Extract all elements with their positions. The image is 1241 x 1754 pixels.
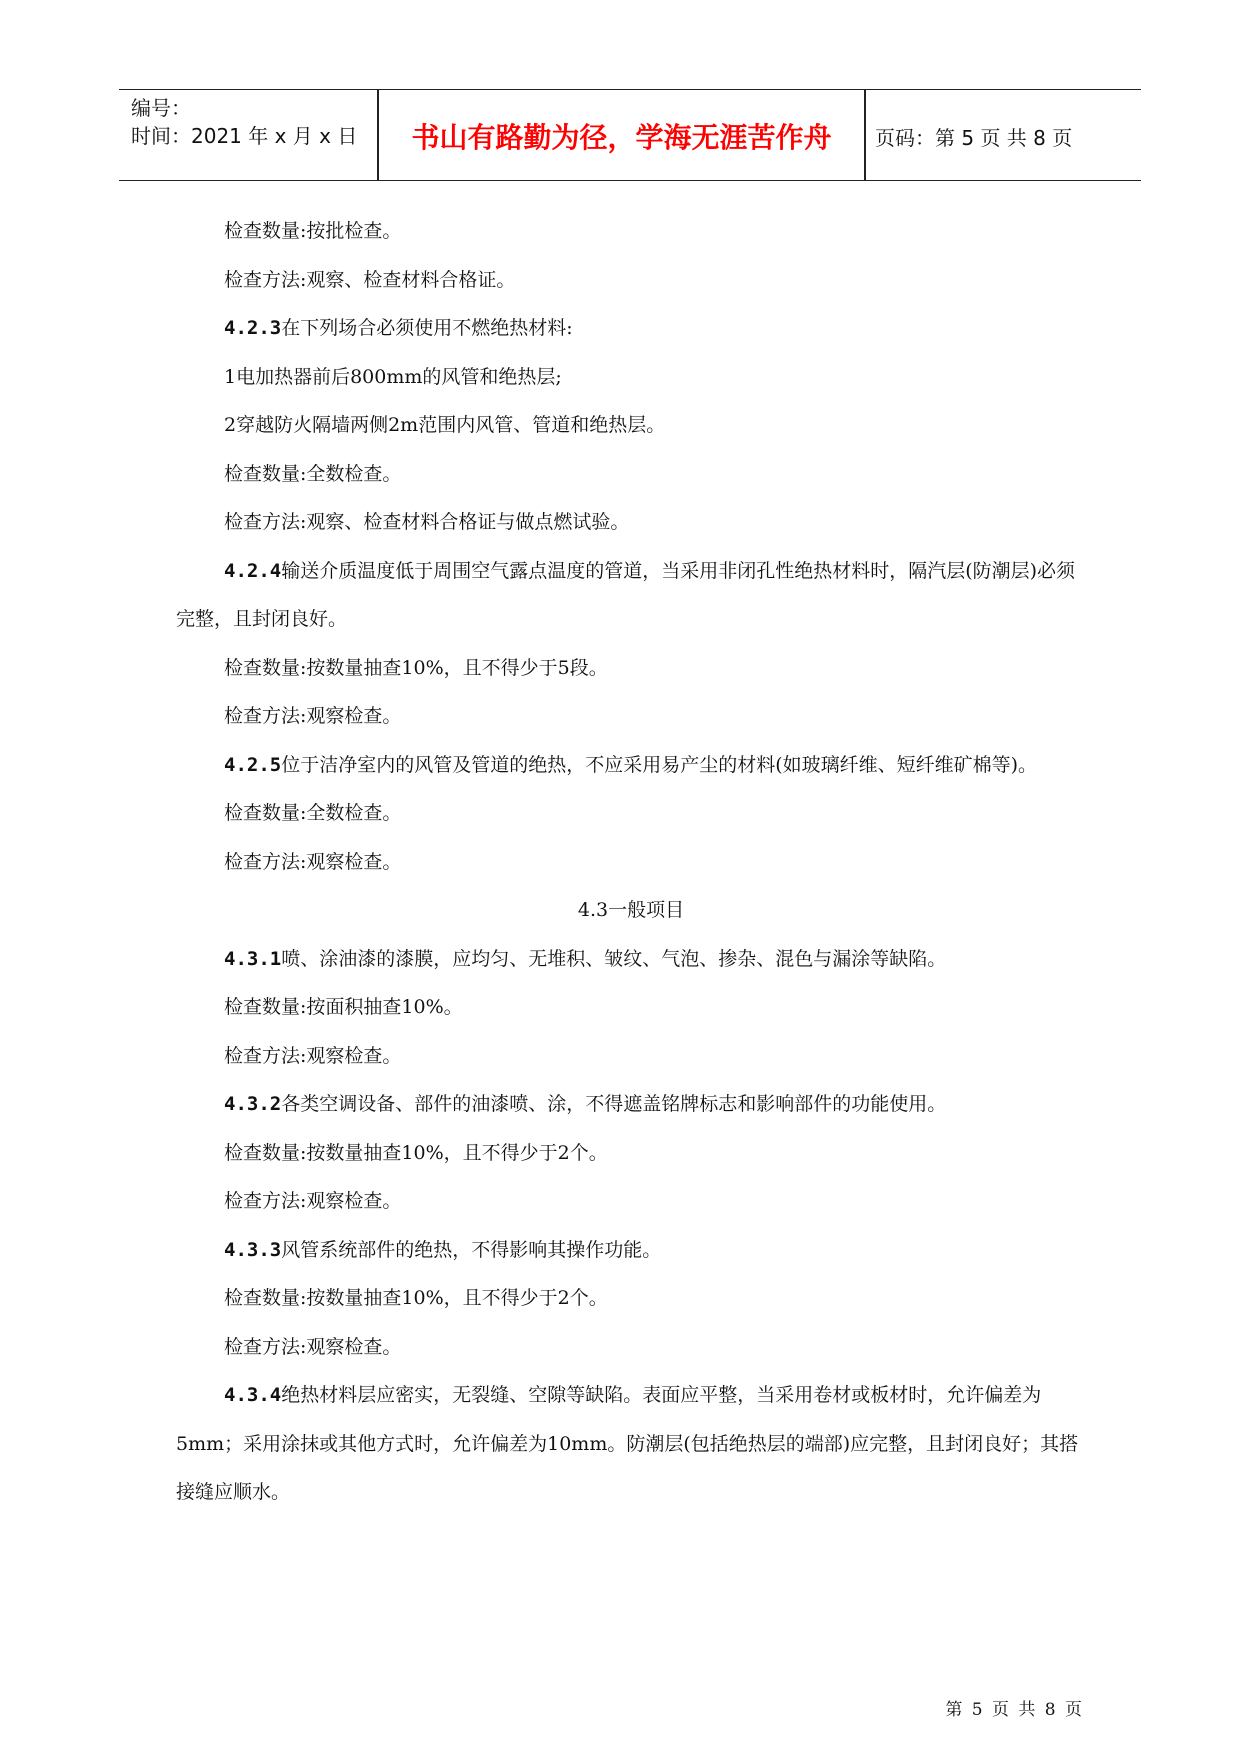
paragraph	[176, 1080, 1086, 1129]
paragraph	[176, 1371, 1086, 1517]
paragraph-text: 检查数量:按数量抽查10%，且不得少于5段。	[224, 656, 608, 679]
code-label: 编号：	[131, 96, 191, 120]
clause-number: 4.2.3	[224, 317, 282, 339]
paragraph	[176, 1032, 1086, 1081]
paragraph	[176, 692, 1086, 741]
paragraph-text: 绝热材料层应密实，无裂缝、空隙等缺陷。表面应平整，当采用卷材或板材时，允许偏差为5mm；采用涂抹或其他方式时，允许偏差为10mm。防潮层(包括绝热层的端部)应完整，且封闭良好；其搭接缝应顺水。	[176, 1384, 1079, 1503]
paragraph-text: 检查方法:观察检查。	[224, 1044, 402, 1067]
paragraph-text: 1电加热器前后800mm的风管和绝热层;	[224, 365, 562, 388]
paragraph-text: 各类空调设备、部件的油漆喷、涂，不得遮盖铭牌标志和影响部件的功能使用。	[281, 1093, 947, 1115]
paragraph	[176, 1274, 1086, 1323]
paragraph	[176, 256, 1086, 305]
clause-number: 4.3.1	[224, 947, 282, 970]
paragraph-text: 检查数量:全数检查。	[224, 462, 402, 485]
clause-number: 4.3.3	[224, 1238, 282, 1261]
page-header	[119, 89, 1141, 181]
clause-number: 4.3.2	[224, 1093, 282, 1115]
page-footer: 第 5 页 共 8 页	[945, 1700, 1084, 1720]
paragraph-text: 检查方法:观察、检查材料合格证与做点燃试验。	[224, 511, 630, 533]
paragraph-text: 输送介质温度低于周围空气露点温度的管道，当采用非闭孔性绝热材料时，隔汽层(防潮层)必须完整，且封闭良好。	[176, 559, 1076, 630]
paragraph	[176, 1177, 1086, 1226]
paragraph-text: 2穿越防火隔墙两侧2m范围内风管、管道和绝热层。	[224, 414, 666, 436]
paragraph	[176, 935, 1086, 984]
paragraph-text: 位于洁净室内的风管及管道的绝热，不应采用易产尘的材料(如玻璃纤维、短纤维矿棉等)。	[281, 753, 1038, 776]
paragraph-text: 检查数量:按面积抽查10%。	[224, 996, 463, 1018]
paragraph-text: 4.3一般项目	[577, 899, 685, 921]
paragraph	[176, 789, 1086, 838]
paragraph	[176, 547, 1086, 644]
paragraph	[176, 838, 1086, 887]
paragraph-text: 检查数量:全数检查。	[224, 802, 402, 824]
paragraph	[176, 207, 1086, 256]
paragraph-text: 检查数量:按数量抽查10%，且不得少于2个。	[224, 1287, 608, 1309]
paragraph-text: 检查方法:观察检查。	[224, 1190, 402, 1212]
paragraph	[176, 1226, 1086, 1275]
paragraph	[176, 401, 1086, 450]
paragraph-text: 风管系统部件的绝热，不得影响其操作功能。	[281, 1238, 662, 1261]
paragraph	[176, 353, 1086, 402]
header-divider	[864, 90, 866, 180]
time-label: 时间：2021 年 x 月 x 日	[131, 124, 358, 148]
clause-number: 4.2.4	[224, 559, 282, 582]
paragraph	[176, 644, 1086, 693]
paragraph-text: 检查方法:观察、检查材料合格证。	[224, 268, 516, 291]
document-body	[176, 207, 1086, 1517]
paragraph-text: 检查数量:按数量抽查10%，且不得少于2个。	[224, 1141, 608, 1164]
header-meta	[131, 94, 381, 150]
paragraph-text: 检查方法:观察检查。	[224, 850, 402, 873]
paragraph-text: 在下列场合必须使用不燃绝热材料:	[281, 317, 573, 339]
paragraph	[176, 304, 1086, 353]
paragraph	[176, 1323, 1086, 1372]
paragraph-text: 喷、涂油漆的漆膜，应均匀、无堆积、皱纹、气泡、掺杂、混色与漏涂等缺陷。	[281, 947, 947, 970]
section-heading	[176, 886, 1086, 935]
paragraph	[176, 498, 1086, 547]
paragraph	[176, 741, 1086, 790]
header-motto: 书山有路勤为径，学海无涯苦作舟	[411, 121, 832, 154]
paragraph	[176, 1129, 1086, 1178]
paragraph-text: 检查方法:观察检查。	[224, 705, 402, 727]
clause-number: 4.2.5	[224, 753, 282, 776]
clause-number: 4.3.4	[224, 1384, 282, 1406]
paragraph-text: 检查数量:按批检查。	[224, 220, 402, 242]
header-page-info: 页码：第 5 页 共 8 页	[875, 125, 1073, 150]
paragraph	[176, 450, 1086, 499]
paragraph	[176, 983, 1086, 1032]
paragraph-text: 检查方法:观察检查。	[224, 1335, 402, 1358]
